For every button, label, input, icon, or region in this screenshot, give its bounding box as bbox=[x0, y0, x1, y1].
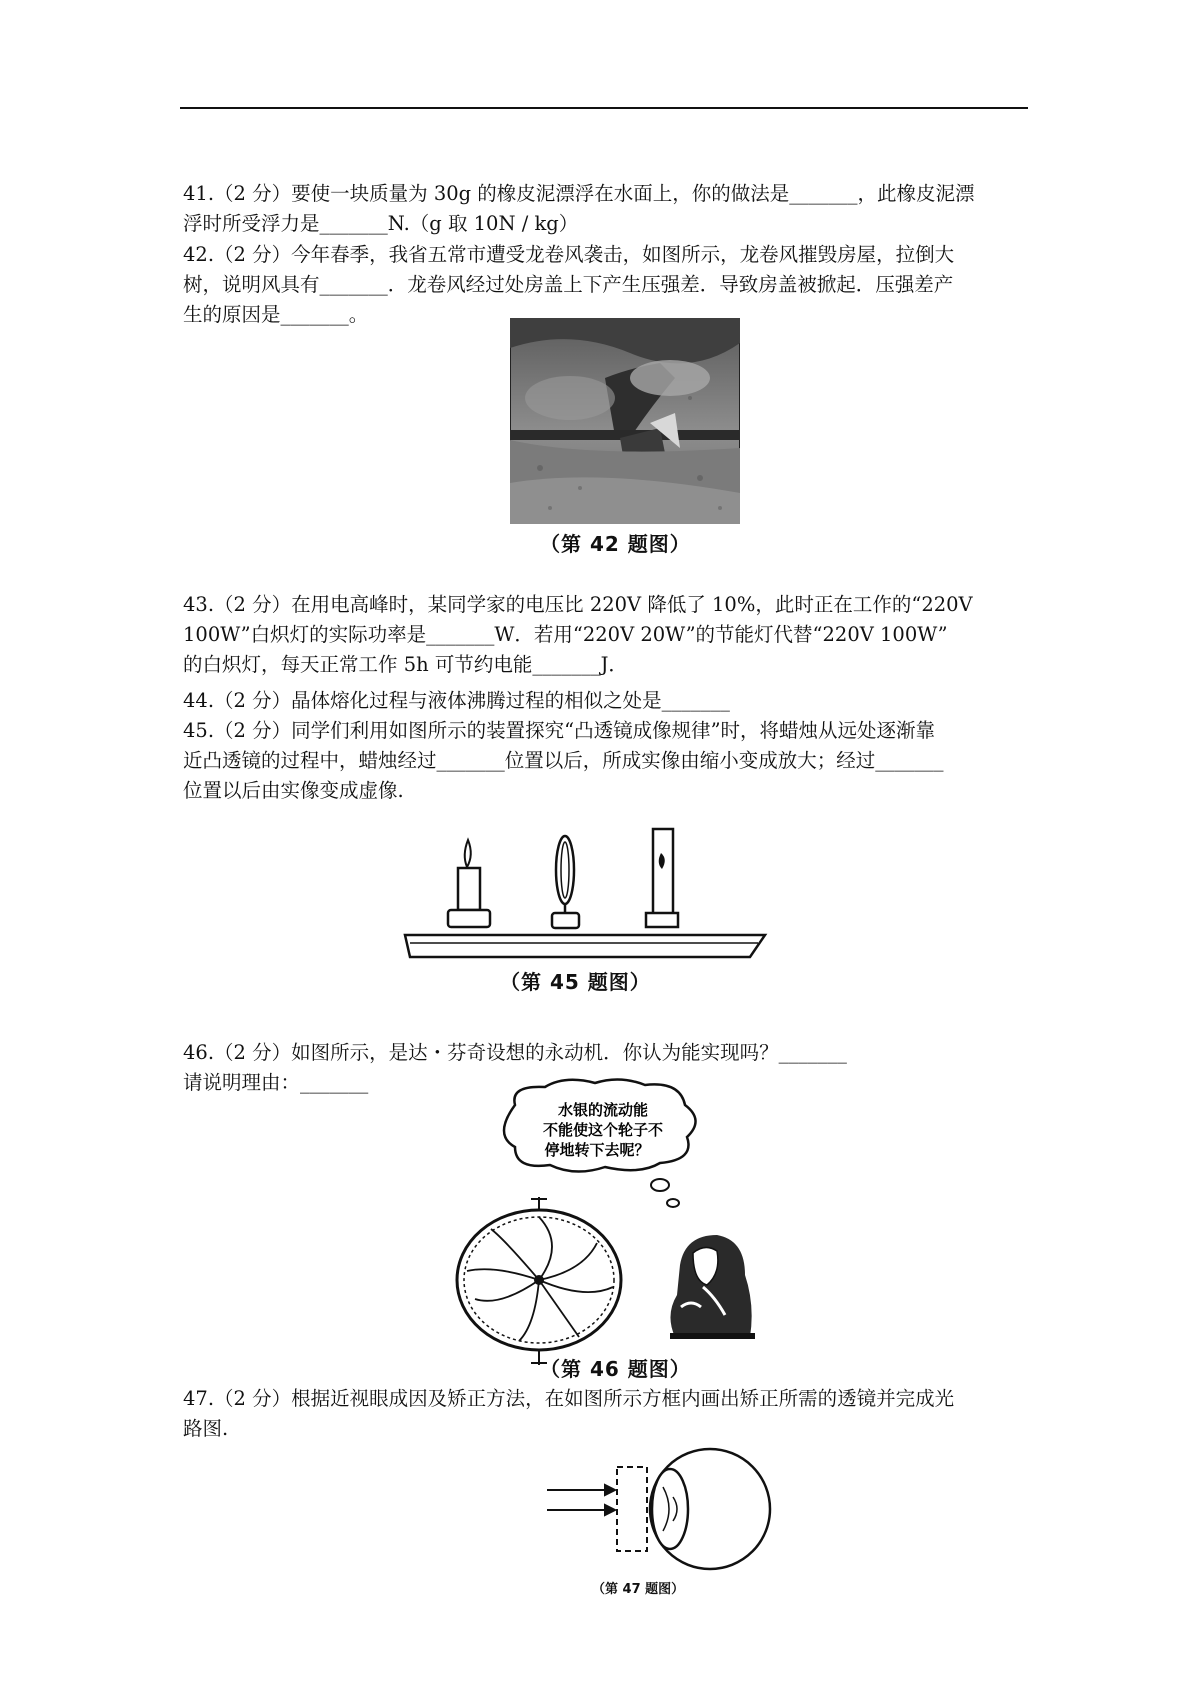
tornado-photo-figure bbox=[510, 318, 740, 524]
question-45 bbox=[183, 716, 1028, 806]
question-line: 路图. bbox=[183, 1417, 229, 1440]
question-line: 树，说明风具有_______．龙卷风经过处房盖上下产生压强差．导致房盖被掀起．压强差产 bbox=[183, 273, 954, 296]
question-line: 100W”白炽灯的实际功率是_______W．若用“220V 20W”的节能灯代替“220V 100W” bbox=[183, 623, 948, 646]
question-line: 44.（2 分）晶体熔化过程与液体沸腾过程的相似之处是_______ bbox=[183, 689, 730, 712]
myopia-eye-figure bbox=[545, 1447, 775, 1577]
thought-line: 不能使这个轮子不 bbox=[542, 1121, 664, 1139]
perpetual-motion-figure bbox=[455, 1075, 785, 1375]
question-line: 近凸透镜的过程中，蜡烛经过_______位置以后，所成实像由缩小变成放大；经过_______ bbox=[183, 749, 944, 772]
optical-bench-figure bbox=[400, 825, 770, 960]
screen-icon bbox=[646, 829, 678, 927]
question-line: 47.（2 分）根据近视眼成因及矫正方法，在如图所示方框内画出矫正所需的透镜并完成光 bbox=[183, 1387, 955, 1410]
question-line: 46.（2 分）如图所示，是达・芬奇设想的永动机．你认为能实现吗？_______ bbox=[183, 1041, 847, 1064]
candle-icon bbox=[448, 840, 490, 927]
question-line: 生的原因是_______。 bbox=[183, 303, 369, 326]
question-44 bbox=[183, 686, 1028, 716]
question-line: 42.（2 分）今年春季，我省五常市遭受龙卷风袭击，如图所示，龙卷风摧毁房屋，拉倒大 bbox=[183, 243, 955, 266]
thought-bubble bbox=[504, 1079, 696, 1207]
thought-line: 停地转下去呢？ bbox=[544, 1141, 650, 1159]
lens-placeholder-box bbox=[617, 1467, 647, 1551]
question-42 bbox=[183, 240, 1028, 330]
optical-bench bbox=[405, 935, 765, 957]
question-line: 浮时所受浮力是_______N.（g 取 10N / kg） bbox=[183, 212, 579, 235]
figure-47-caption: （第 47 题图） bbox=[592, 1582, 685, 1597]
question-line: 位置以后由实像变成虚像. bbox=[183, 779, 404, 802]
thought-line: 水银的流动能 bbox=[557, 1101, 649, 1119]
wheel-icon bbox=[457, 1197, 621, 1365]
figure-46-caption: （第 46 题图） bbox=[540, 1357, 691, 1381]
question-line: 43.（2 分）在用电高峰时，某同学家的电压比 220V 降低了 10%，此时正在工作的“220V bbox=[183, 593, 973, 616]
convex-lens-icon bbox=[552, 836, 579, 928]
question-line: 请说明理由：_______ bbox=[183, 1071, 369, 1094]
figure-42-caption: （第 42 题图） bbox=[540, 532, 691, 556]
question-47 bbox=[183, 1384, 1028, 1444]
eye-icon bbox=[650, 1449, 770, 1569]
figure-45-caption: （第 45 题图） bbox=[500, 970, 651, 994]
question-41 bbox=[183, 179, 1028, 239]
header-rule bbox=[180, 107, 1028, 109]
question-line: 41.（2 分）要使一块质量为 30g 的橡皮泥漂浮在水面上，你的做法是_______，此橡皮泥漂 bbox=[183, 182, 975, 205]
question-43 bbox=[183, 590, 1028, 680]
leonardo-figure-icon bbox=[670, 1235, 755, 1339]
question-line: 的白炽灯，每天正常工作 5h 可节约电能_______J． bbox=[183, 653, 628, 676]
question-line: 45.（2 分）同学们利用如图所示的装置探究“凸透镜成像规律”时，将蜡烛从远处逐渐靠 bbox=[183, 719, 936, 742]
